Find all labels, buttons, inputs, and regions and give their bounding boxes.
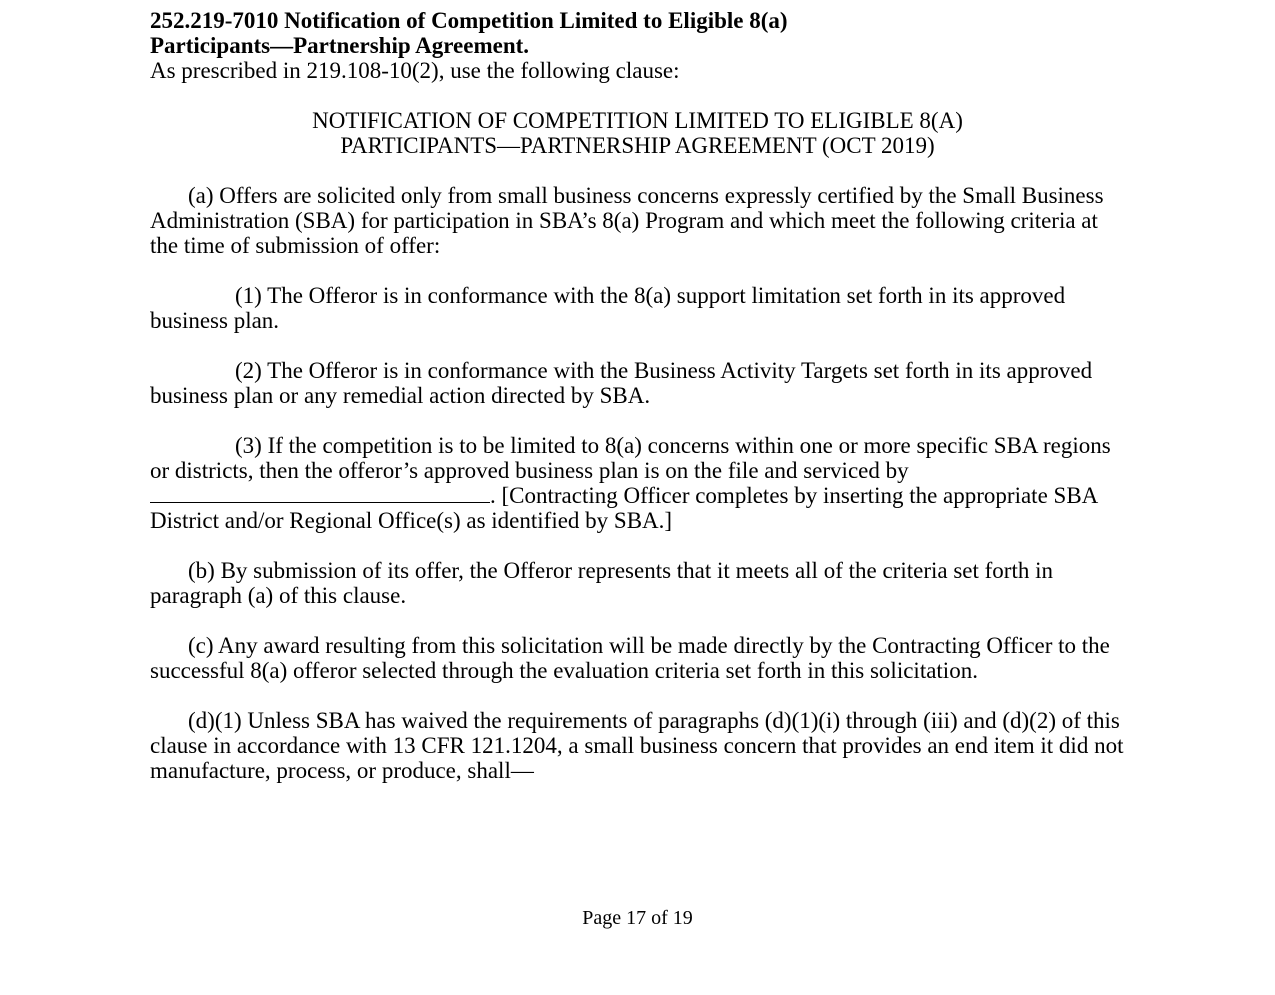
section-heading-line2: Participants—Partnership Agreement. (150, 33, 530, 58)
clause-title-line2: PARTICIPANTS—PARTNERSHIP AGREEMENT (OCT 2019) (340, 133, 935, 158)
prescription-text: As prescribed in 219.108-10(2), use the following clause: (150, 58, 680, 83)
paragraph-c: (c) Any award resulting from this solicitation will be made directly by the Contracting Officer to the successful 8(a) offeror selected through the evaluation criteria set forth in this solicitation. (150, 633, 1110, 683)
clause-title-line1: NOTIFICATION OF COMPETITION LIMITED TO ELIGIBLE 8(A) (312, 108, 963, 133)
fill-in-blank (150, 484, 490, 503)
paragraph-a: (a) Offers are solicited only from small business concerns expressly certified by the Small Business Administration (SBA) for participation in SBA’s 8(a) Program and which meet the following criteria at the time of submission of offer: (150, 183, 1104, 258)
document-page (150, 8, 1125, 783)
paragraph-a3-text-after: . [Contracting Officer completes by inserting the appropriate SBA District and/or Regional Office(s) as identified by SBA.] (150, 483, 1098, 533)
paragraph-b: (b) By submission of its offer, the Offeror represents that it meets all of the criteria set forth in paragraph (a) of this clause. (150, 558, 1053, 608)
paragraph-a3 (150, 433, 1125, 533)
page-number: Page 17 of 19 (582, 907, 693, 929)
paragraph-a1: (1) The Offeror is in conformance with the 8(a) support limitation set forth in its approved business plan. (150, 283, 1066, 333)
clause-title (150, 108, 1125, 158)
paragraph-d1: (d)(1) Unless SBA has waived the requirements of paragraphs (d)(1)(i) through (iii) and (d)(2) of this clause in accordance with 13 CFR 121.1204, a small business concern that provides an end item it did not manufacture, process, or produce, shall— (150, 708, 1124, 783)
section-heading-line1: 252.219-7010 Notification of Competition Limited to Eligible 8(a) (150, 8, 788, 33)
paragraph-a3-text-before: (3) If the competition is to be limited to 8(a) concerns within one or more specific SBA regions or districts, then the offeror’s approved business plan is on the file and serviced by (150, 433, 1111, 483)
section-heading (150, 8, 1125, 58)
paragraph-a2: (2) The Offeror is in conformance with the Business Activity Targets set forth in its approved business plan or any remedial action directed by SBA. (150, 358, 1093, 408)
